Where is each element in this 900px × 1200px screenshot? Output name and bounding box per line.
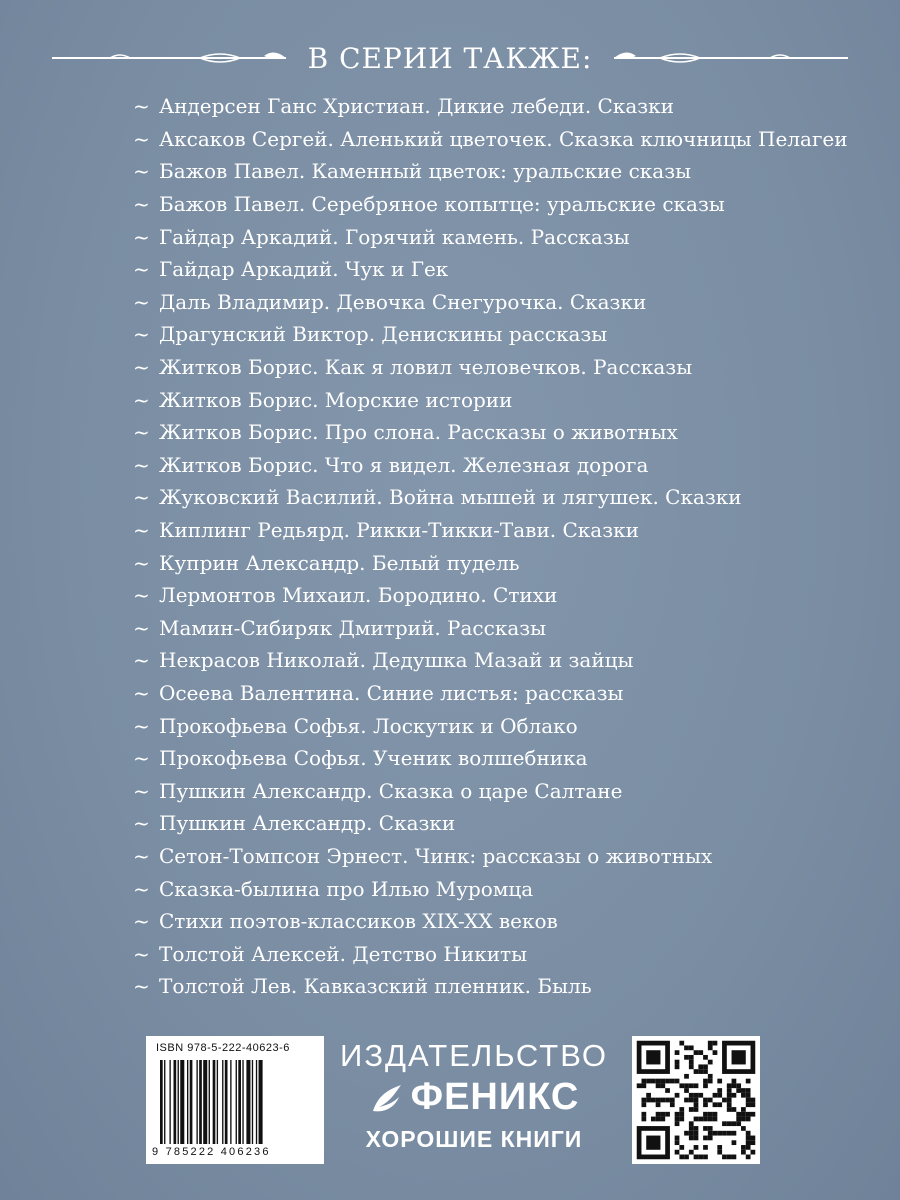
book-list-item (133, 351, 848, 384)
book-title: Толстой Лев. Кавказский пленник. Быль (159, 974, 592, 999)
list-dash: ~ (133, 680, 150, 705)
book-title: Житков Борис. Морские истории (159, 387, 513, 412)
book-list-item (133, 774, 848, 807)
book-title: Прокофьева Софья. Ученик волшебника (159, 746, 588, 771)
publisher-name-text: ФЕНИКС (410, 1076, 580, 1118)
left-ornament-icon (50, 43, 290, 73)
list-dash: ~ (133, 811, 150, 836)
list-dash: ~ (133, 909, 150, 934)
book-list-item (133, 970, 848, 1003)
book-title: Толстой Алексей. Детство Никиты (159, 941, 528, 966)
list-dash: ~ (133, 583, 150, 608)
right-ornament-icon (610, 43, 850, 73)
book-title: Лермонтов Михаил. Бородино. Стихи (159, 583, 558, 608)
list-dash: ~ (133, 192, 150, 217)
book-list-item (133, 481, 848, 514)
book-list (133, 90, 848, 1003)
list-dash: ~ (133, 289, 150, 314)
list-dash: ~ (133, 387, 150, 412)
book-list-item (133, 742, 848, 775)
book-title: Житков Борис. Про слона. Рассказы о животных (159, 420, 678, 445)
barcode (146, 1036, 324, 1164)
book-list-item (133, 612, 848, 645)
book-title: Аксаков Сергей. Аленький цветочек. Сказка ключницы Пелагеи (159, 126, 848, 151)
book-list-item (133, 286, 848, 319)
list-dash: ~ (133, 746, 150, 771)
qr-code (632, 1036, 760, 1164)
book-title: Жуковский Василий. Война мышей и лягушек. Сказки (159, 485, 742, 510)
barcode-bars-icon (160, 1060, 310, 1144)
publisher-block (324, 1036, 624, 1164)
book-title: Киплинг Редьярд. Рикки-Тикки-Тави. Сказки (159, 518, 639, 543)
book-list-item (133, 905, 848, 938)
book-title: Даль Владимир. Девочка Снегурочка. Сказки (159, 289, 647, 314)
list-dash: ~ (133, 485, 150, 510)
book-list-item (133, 807, 848, 840)
isbn-label: ISBN 978-5-222-40623-6 (156, 1042, 290, 1054)
list-dash: ~ (133, 713, 150, 738)
list-dash: ~ (133, 550, 150, 575)
list-dash: ~ (133, 518, 150, 543)
book-title: Гайдар Аркадий. Горячий камень. Рассказы (159, 224, 630, 249)
book-title: Андерсен Ганс Христиан. Дикие лебеди. Сказки (159, 94, 674, 119)
book-list-item (133, 546, 848, 579)
book-list-item (133, 677, 848, 710)
book-list-item (133, 188, 848, 221)
list-dash: ~ (133, 615, 150, 640)
book-list-item (133, 220, 848, 253)
qr-code-icon (632, 1036, 760, 1164)
book-title: Куприн Александр. Белый пудель (159, 550, 520, 575)
book-list-item (133, 872, 848, 905)
book-list-item (133, 416, 848, 449)
book-list-item (133, 644, 848, 677)
book-list-item (133, 383, 848, 416)
book-title: Бажов Павел. Серебряное копытце: уральские сказы (159, 192, 725, 217)
book-title: Некрасов Николай. Дедушка Мазай и зайцы (159, 648, 634, 673)
series-header (0, 28, 900, 88)
list-dash: ~ (133, 843, 150, 868)
book-title: Осеева Валентина. Синие листья: рассказы (159, 680, 624, 705)
book-list-item (133, 90, 848, 123)
book-title: Житков Борис. Что я видел. Железная дорога (159, 452, 649, 477)
book-list-item (133, 709, 848, 742)
list-dash: ~ (133, 224, 150, 249)
book-list-item (133, 937, 848, 970)
book-title: Пушкин Александр. Сказки (159, 811, 456, 836)
book-title: Житков Борис. Как я ловил человечков. Рассказы (159, 355, 693, 380)
barcode-digits: 9 785222 406236 (152, 1146, 271, 1158)
list-dash: ~ (133, 452, 150, 477)
book-title: Прокофьева Софья. Лоскутик и Облако (159, 713, 578, 738)
footer (146, 1036, 776, 1166)
book-title: Сетон-Томпсон Эрнест. Чинк: рассказы о животных (159, 843, 713, 868)
book-list-item (133, 123, 848, 156)
list-dash: ~ (133, 94, 150, 119)
book-title: Драгунский Виктор. Денискины рассказы (159, 322, 608, 347)
publisher-name (324, 1076, 624, 1119)
publisher-slogan: ХОРОШИЕ КНИГИ (365, 1126, 583, 1152)
list-dash: ~ (133, 257, 150, 282)
series-title: В СЕРИИ ТАКЖЕ: (307, 41, 593, 75)
list-dash: ~ (133, 420, 150, 445)
book-list-item (133, 840, 848, 873)
list-dash: ~ (133, 648, 150, 673)
book-title: Сказка-былина про Илью Муромца (159, 876, 534, 901)
list-dash: ~ (133, 778, 150, 803)
list-dash: ~ (133, 126, 150, 151)
list-dash: ~ (133, 159, 150, 184)
list-dash: ~ (133, 941, 150, 966)
list-dash: ~ (133, 322, 150, 347)
book-title: Мамин-Сибиряк Дмитрий. Рассказы (159, 615, 547, 640)
book-list-item (133, 318, 848, 351)
phoenix-logo-icon (369, 1081, 405, 1117)
list-dash: ~ (133, 355, 150, 380)
book-list-item (133, 155, 848, 188)
book-list-item (133, 579, 848, 612)
book-title: Гайдар Аркадий. Чук и Гек (159, 257, 449, 282)
book-list-item (133, 514, 848, 547)
book-title: Бажов Павел. Каменный цветок: уральские сказы (159, 159, 692, 184)
book-list-item (133, 253, 848, 286)
list-dash: ~ (133, 974, 150, 999)
book-title: Пушкин Александр. Сказка о царе Салтане (159, 778, 623, 803)
book-list-item (133, 449, 848, 482)
list-dash: ~ (133, 876, 150, 901)
book-title: Стихи поэтов-классиков XIX-XX веков (159, 909, 558, 934)
publisher-label: ИЗДАТЕЛЬСТВО (340, 1038, 608, 1073)
